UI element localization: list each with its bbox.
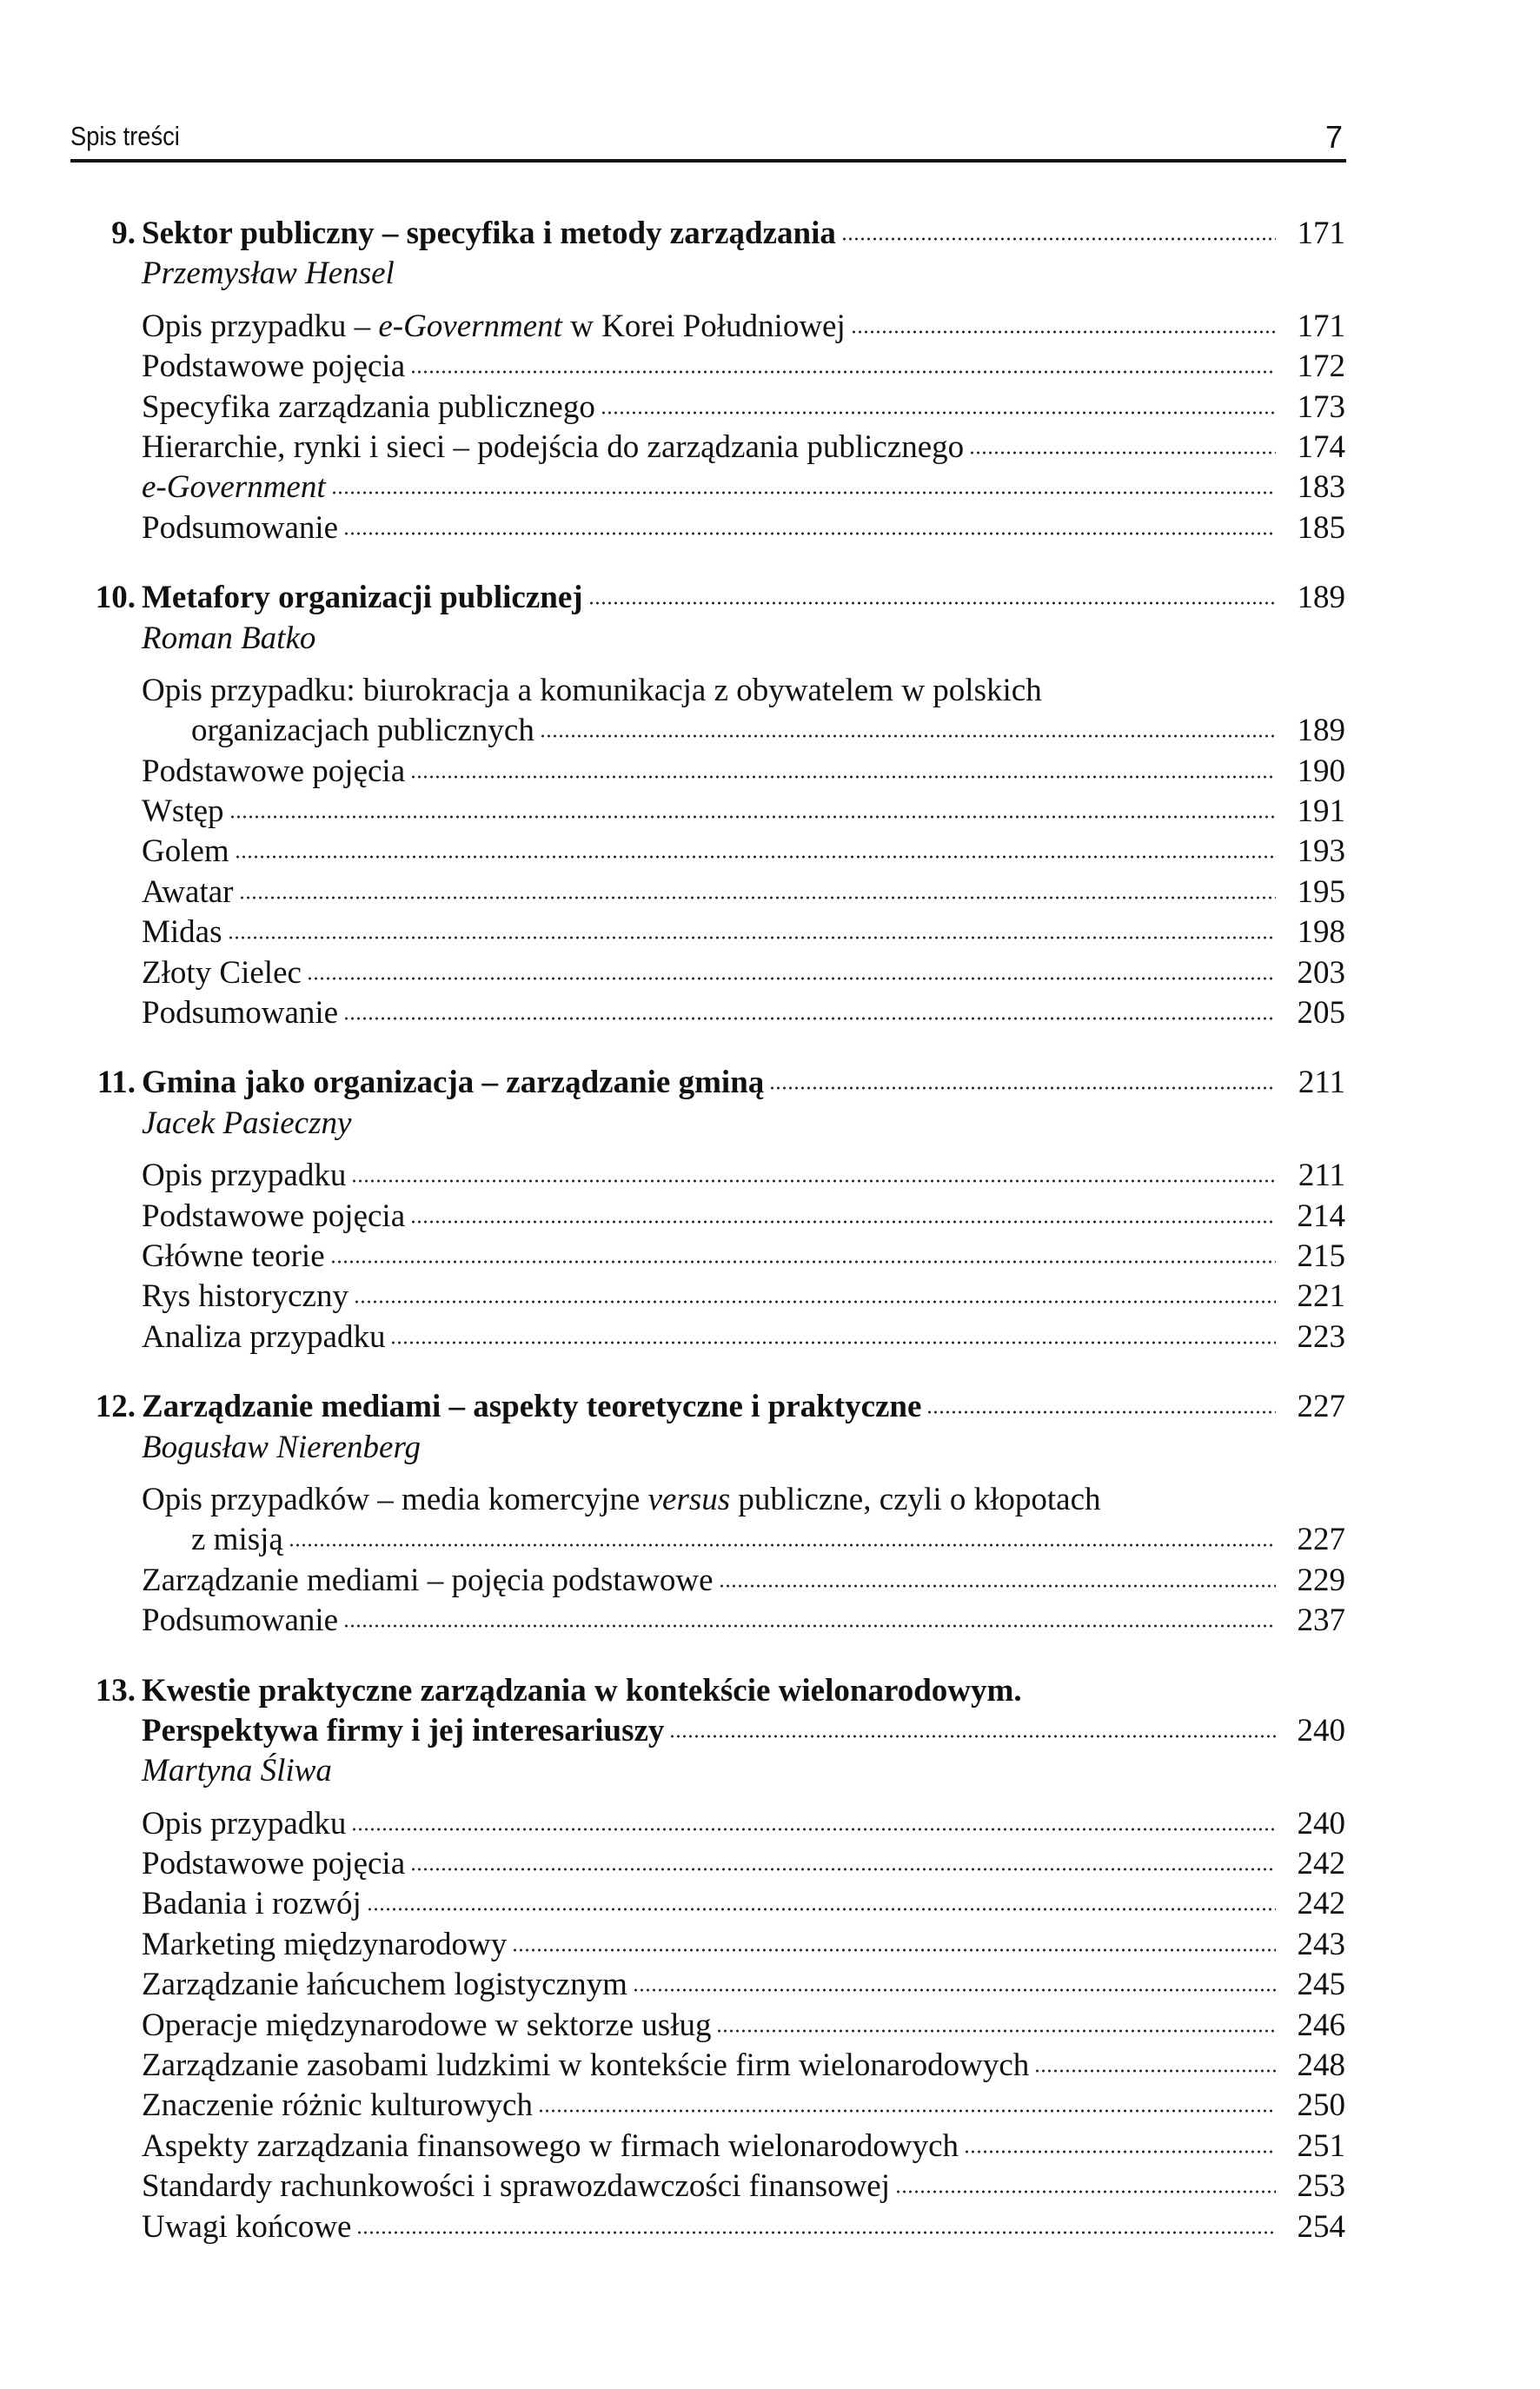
entry-title [142, 1277, 348, 1317]
dot-leader [343, 1014, 1276, 1023]
entry-title [142, 468, 326, 508]
toc-entry [78, 1561, 1345, 1601]
entry-text-segment: Opis przypadków – media komercyjne [142, 1481, 648, 1517]
toc-entry [78, 388, 1345, 428]
dot-leader [540, 732, 1276, 740]
entry-title [142, 953, 302, 993]
running-header-title: Spis treści [70, 121, 180, 151]
entry-text-segment: Awatar [142, 873, 234, 910]
entry-title [142, 792, 224, 832]
entry-title [142, 2006, 711, 2046]
dot-leader [769, 1084, 1276, 1092]
toc-entry [78, 468, 1345, 508]
chapter-title-row [78, 1063, 1345, 1103]
author-row [78, 1751, 1345, 1791]
dot-leader [367, 1905, 1276, 1914]
dot-leader [1034, 2067, 1276, 2075]
entry-text-segment: Uwagi końcowe [142, 2208, 352, 2245]
chapter-author: Bogusław Nierenberg [142, 1429, 421, 1465]
entry-text-segment: Podstawowe pojęcia [142, 753, 406, 789]
toc-entry [78, 1480, 1345, 1520]
chapter-title-row [78, 1671, 1345, 1711]
toc-entry [78, 752, 1345, 792]
chapter-page: 227 [1297, 1389, 1345, 1425]
dot-leader [343, 529, 1276, 538]
entry-text-segment: Złoty Cielec [142, 954, 302, 991]
chapter-title-row [78, 1387, 1345, 1427]
chapter-title: Sektor publiczny – specyfika i metody zarządzania [142, 216, 836, 251]
entry-text-segment: z misją [191, 1522, 283, 1558]
entry-title [142, 2207, 351, 2247]
entry-text-segment: Opis przypadku – [142, 308, 379, 344]
chapter-title-row [78, 578, 1345, 618]
entry-text-segment: Midas [142, 914, 222, 951]
chapter-page: 189 [1297, 580, 1345, 616]
entry-page: 183 [1297, 469, 1345, 506]
running-header [70, 109, 1346, 163]
entry-title [142, 671, 1042, 711]
dot-leader [289, 1541, 1276, 1550]
entry-text-segment: Podsumowanie [142, 1603, 339, 1639]
toc-entry [78, 1520, 1345, 1560]
chapter-title-row [78, 1711, 1345, 1751]
toc-entry [78, 711, 1345, 751]
entry-title [142, 1561, 714, 1601]
dot-leader [351, 1825, 1276, 1834]
chapter-page: 171 [1297, 216, 1345, 251]
dot-leader [538, 2107, 1276, 2115]
chapter-title: Metafory organizacji publicznej [142, 580, 583, 616]
entry-title [142, 912, 222, 952]
entry-text-segment: Zarządzanie mediami – pojęcia podstawowe [142, 1562, 714, 1598]
entry-title [142, 2086, 533, 2126]
toc-entry [78, 2006, 1345, 2046]
chapter-title: Perspektywa firmy i jej interesariuszy [142, 1712, 665, 1749]
entry-text-segment: e-Government [142, 469, 326, 506]
dot-leader [307, 974, 1276, 983]
entry-page: 246 [1297, 2007, 1345, 2043]
author-row [78, 1104, 1345, 1144]
entry-title [142, 711, 534, 751]
entry-text-segment: Standardy rachunkowości i sprawozdawczości finansowej [142, 2168, 891, 2205]
entry-text-segment: Opis przypadku: biurokracja a komunikacja z obywatelem w polskich [142, 672, 1042, 708]
entry-text-segment: Aspekty zarządzania finansowego w firmach wielonarodowych [142, 2127, 959, 2164]
entry-page: 223 [1297, 1318, 1345, 1355]
entry-text-segment: Podstawowe pojęcia [142, 1198, 406, 1234]
entry-page: 172 [1297, 348, 1345, 385]
toc-entry [78, 832, 1345, 872]
entry-page: 189 [1297, 713, 1345, 749]
chapter [78, 1387, 1345, 1641]
toc-entry [78, 792, 1345, 832]
entry-text-segment: Specyfika zarządzania publicznego [142, 388, 595, 425]
toc-entry [78, 1277, 1345, 1317]
toc-entry [78, 307, 1345, 347]
entry-title [142, 347, 405, 387]
dot-leader [969, 448, 1276, 457]
entry-title [142, 307, 846, 347]
entry-title [142, 873, 234, 912]
toc-entry [78, 1156, 1345, 1196]
toc-entry [78, 1601, 1345, 1641]
chapter [78, 1671, 1345, 2247]
entry-title [142, 1884, 362, 1924]
entry-title [142, 1601, 338, 1641]
chapter-number: 10. [95, 580, 136, 616]
entry-page: 171 [1297, 308, 1345, 344]
dot-leader [330, 1258, 1276, 1266]
dot-leader [229, 813, 1276, 821]
entry-text-segment: versus [647, 1481, 731, 1517]
dot-leader [851, 328, 1276, 336]
chapter-page: 211 [1298, 1065, 1345, 1101]
entry-page: 227 [1297, 1522, 1345, 1558]
dot-leader [716, 2027, 1276, 2035]
entry-page: 215 [1297, 1238, 1345, 1274]
toc-entry [78, 1237, 1345, 1277]
entry-page: 203 [1297, 954, 1345, 991]
entry-title [142, 1844, 405, 1884]
entry-title [142, 1197, 405, 1237]
entry-text-segment: Podstawowe pojęcia [142, 348, 406, 385]
dot-leader [390, 1338, 1276, 1347]
entry-text-segment: Główne teorie [142, 1238, 325, 1274]
entry-title [142, 1804, 346, 1844]
toc-entry [78, 1884, 1345, 1924]
dot-leader [235, 853, 1276, 861]
chapter [78, 578, 1345, 1033]
chapter-number: 9. [111, 216, 136, 251]
dot-leader [512, 1946, 1276, 1954]
entry-text-segment: w Korei Południowej [561, 308, 846, 344]
table-of-contents [78, 214, 1345, 2277]
chapter-title-row [78, 214, 1345, 254]
dot-leader [964, 2147, 1276, 2156]
entry-title [142, 1520, 283, 1560]
entry-page: 174 [1297, 428, 1345, 465]
entry-page: 211 [1298, 1158, 1345, 1194]
entry-text-segment: Wstęp [142, 793, 224, 830]
entry-text-segment: Badania i rozwój [142, 1886, 362, 1922]
entry-text-segment: Golem [142, 833, 229, 870]
dot-leader [410, 368, 1276, 376]
toc-entry [78, 1317, 1345, 1357]
entry-text-segment: Zarządzanie łańcuchem logistycznym [142, 1967, 627, 2003]
entry-page: 254 [1297, 2208, 1345, 2245]
entry-text-segment: Podsumowanie [142, 995, 339, 1032]
entry-title [142, 388, 595, 428]
entry-text-segment: Operacje międzynarodowe w sektorze usług [142, 2007, 712, 2043]
entry-page: 190 [1297, 753, 1345, 789]
entry-title [142, 1317, 385, 1357]
entry-text-segment: Opis przypadku [142, 1805, 347, 1842]
entry-page: 193 [1297, 833, 1345, 870]
chapter [78, 1063, 1345, 1357]
entry-page: 248 [1297, 2047, 1345, 2084]
entry-page: 250 [1297, 2087, 1345, 2124]
toc-entry [78, 347, 1345, 387]
toc-entry [78, 2167, 1345, 2207]
toc-entry [78, 1925, 1345, 1965]
dot-leader [669, 1732, 1276, 1741]
chapter [78, 214, 1345, 548]
author-row [78, 619, 1345, 659]
toc-entry [78, 2127, 1345, 2167]
entry-title [142, 1156, 346, 1196]
dot-leader [633, 1986, 1276, 1994]
entry-text-segment: Opis przypadku [142, 1158, 347, 1194]
toc-entry [78, 953, 1345, 993]
entry-text-segment: organizacjach publicznych [191, 713, 534, 749]
dot-leader [410, 1218, 1276, 1226]
dot-leader [354, 1297, 1276, 1306]
dot-leader [228, 933, 1277, 942]
chapter-author: Roman Batko [142, 620, 316, 656]
entry-text-segment: Hierarchie, rynki i sieci – podejścia do zarządzania publicznego [142, 428, 965, 465]
dot-leader [588, 599, 1276, 607]
chapter-number: 13. [95, 1672, 136, 1709]
dot-leader [410, 773, 1276, 781]
entry-page: 198 [1297, 914, 1345, 951]
entry-text-segment: Marketing międzynarodowy [142, 1926, 508, 1962]
entry-text-segment: publiczne, czyli o kłopotach [730, 1481, 1101, 1517]
entry-text-segment: Zarządzanie zasobami ludzkimi w kontekście firm wielonarodowych [142, 2047, 1030, 2084]
entry-page: 191 [1297, 793, 1345, 830]
dot-leader [331, 488, 1276, 497]
toc-entry [78, 2086, 1345, 2126]
chapter-number: 12. [95, 1389, 136, 1425]
dot-leader [719, 1582, 1277, 1590]
dot-leader [343, 1622, 1276, 1630]
chapter-author: Martyna Śliwa [142, 1753, 332, 1789]
entry-page: 205 [1297, 995, 1345, 1032]
entry-page: 195 [1297, 873, 1345, 910]
entry-text-segment: Analiza przypadku [142, 1318, 386, 1355]
entry-page: 242 [1297, 1886, 1345, 1922]
dot-leader [410, 1865, 1276, 1874]
entry-page: 243 [1297, 1926, 1345, 1962]
entry-text-segment: Podsumowanie [142, 509, 339, 546]
chapter-title: Gmina jako organizacja – zarządzanie gminą [142, 1065, 765, 1101]
author-row [78, 254, 1345, 294]
entry-text-segment: Rys historyczny [142, 1278, 348, 1315]
dot-leader [356, 2228, 1276, 2237]
entry-text-segment: Podstawowe pojęcia [142, 1846, 406, 1882]
entry-text-segment: Znaczenie różnic kulturowych [142, 2087, 533, 2124]
entry-page: 185 [1297, 509, 1345, 546]
chapter-author: Jacek Pasieczny [142, 1105, 352, 1141]
entry-page: 229 [1297, 1562, 1345, 1598]
toc-entry [78, 428, 1345, 468]
dot-leader [926, 1408, 1276, 1417]
dot-leader [841, 235, 1276, 243]
toc-entry [78, 2207, 1345, 2247]
entry-title [142, 2046, 1029, 2086]
entry-title [142, 832, 229, 872]
entry-page: 240 [1297, 1805, 1345, 1842]
toc-entry [78, 1844, 1345, 1884]
entry-title [142, 428, 964, 468]
entry-page: 253 [1297, 2168, 1345, 2205]
entry-title [142, 508, 338, 548]
entry-title [142, 1480, 1101, 1520]
entry-title [142, 752, 405, 792]
toc-entry [78, 508, 1345, 548]
entry-page: 173 [1297, 388, 1345, 425]
entry-page: 251 [1297, 2127, 1345, 2164]
entry-text-segment: e-Government [378, 308, 562, 344]
entry-page: 245 [1297, 1967, 1345, 2003]
toc-entry [78, 1965, 1345, 2005]
dot-leader [895, 2187, 1276, 2196]
entry-title [142, 1925, 507, 1965]
entry-page: 221 [1297, 1278, 1345, 1315]
chapter-title: Kwestie praktyczne zarządzania w kontekście wielonarodowym. [142, 1672, 1022, 1709]
entry-title [142, 2167, 890, 2207]
toc-entry [78, 1197, 1345, 1237]
entry-title [142, 993, 338, 1033]
toc-entry [78, 993, 1345, 1033]
toc-entry [78, 1804, 1345, 1844]
page-number: 7 [1324, 119, 1343, 155]
entry-page: 242 [1297, 1846, 1345, 1882]
chapter-number: 11. [96, 1065, 136, 1101]
chapter-title: Zarządzanie mediami – aspekty teoretyczne i praktyczne [142, 1389, 922, 1425]
toc-entry [78, 873, 1345, 912]
entry-page: 237 [1297, 1603, 1345, 1639]
dot-leader [601, 408, 1276, 417]
entry-title [142, 1965, 627, 2005]
entry-page: 214 [1297, 1198, 1345, 1234]
toc-entry [78, 2046, 1345, 2086]
entry-title [142, 1237, 325, 1277]
entry-title [142, 2127, 959, 2167]
chapter-page: 240 [1297, 1712, 1345, 1749]
dot-leader [239, 893, 1277, 902]
toc-entry [78, 912, 1345, 952]
chapter-author: Przemysław Hensel [142, 255, 395, 292]
author-row [78, 1428, 1345, 1468]
toc-entry [78, 671, 1345, 711]
dot-leader [351, 1177, 1276, 1185]
